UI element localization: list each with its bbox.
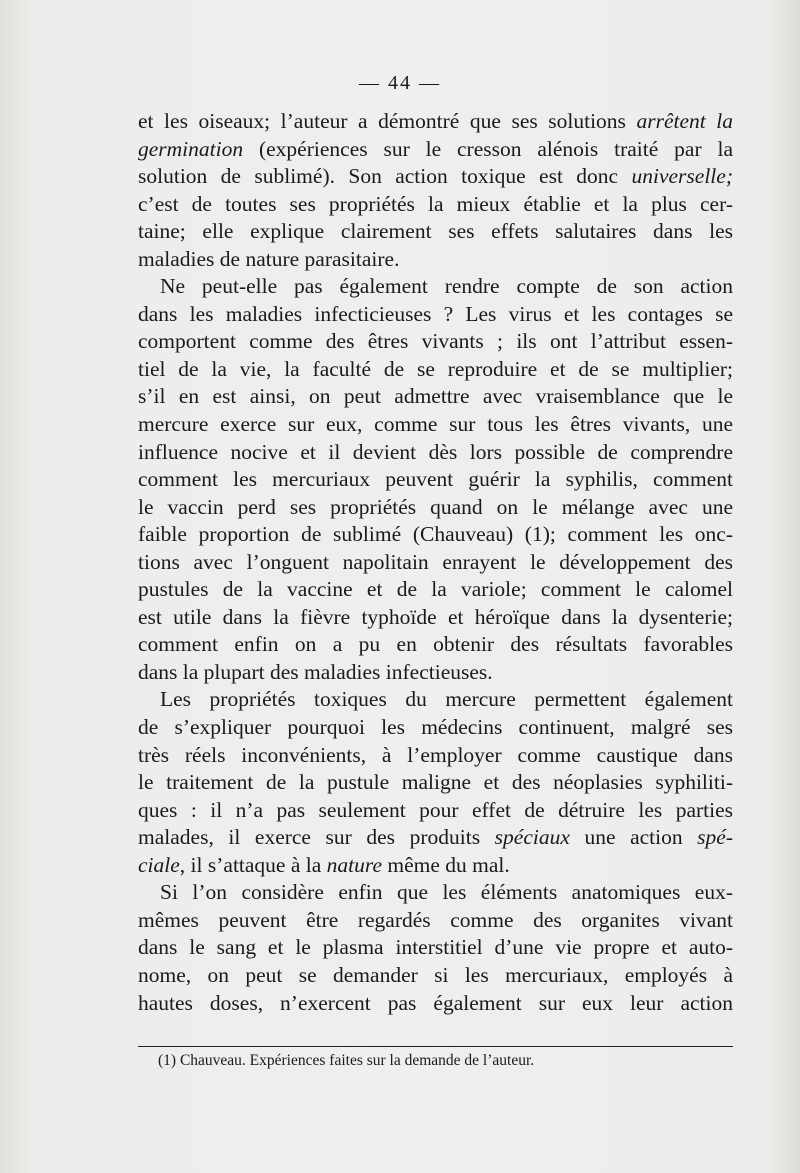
text-segment: pustules de la vaccine et de la variole; comment le calomel <box>138 577 733 602</box>
text-line <box>138 903 733 931</box>
text-line <box>138 379 733 407</box>
text-segment: dans la plupart des maladies infectieuses. <box>138 659 493 684</box>
text-line <box>138 572 733 600</box>
text-line <box>138 545 733 573</box>
text-segment: comment enfin on a pu en obtenir des résultats favorables <box>138 632 733 657</box>
text-line <box>138 517 733 545</box>
text-segment: nome, on peut se demander si les mercuriaux, employés à <box>138 962 733 987</box>
text-segment: et les oiseaux; l’auteur a démontré que ses solutions <box>138 109 637 133</box>
text-line <box>138 930 733 958</box>
text-segment: taine; elle explique clairement ses effets salutaires dans les <box>138 219 733 244</box>
text-line <box>138 793 733 821</box>
text-line <box>138 214 733 242</box>
text-line <box>138 875 733 903</box>
text-line <box>138 820 733 848</box>
text-line <box>138 132 733 160</box>
text-line <box>138 462 733 490</box>
text-segment: très réels inconvénients, à l’employer comme caustique dans <box>138 742 733 767</box>
text-line <box>138 848 733 876</box>
text-segment: dans le sang et le plasma interstitiel d’une vie propre et auto- <box>138 935 733 960</box>
page-number: — 44 — <box>359 72 441 94</box>
footnote: (1) Chauveau. Expériences faites sur la demande de l’auteur. <box>158 1052 535 1069</box>
text-segment: mercure exerce sur eux, comme sur tous les êtres vivants, une <box>138 412 733 437</box>
text-segment: faible proportion de sublimé (Chauveau) (1); comment les onc- <box>138 522 733 547</box>
italic-text: germination <box>138 136 244 161</box>
text-segment: comment les mercuriaux peuvent guérir la syphilis, comment <box>138 467 733 492</box>
text-line <box>138 490 733 518</box>
text-segment: mêmes peuvent être regardés comme des organites vivant <box>138 907 733 932</box>
text-line <box>138 682 733 710</box>
body-text <box>138 104 733 1013</box>
text-line <box>138 627 733 655</box>
italic-text: spéciaux <box>494 825 570 850</box>
text-segment: Si l’on considère enfin que les éléments anatomiques eux- <box>160 880 733 905</box>
italic-text: nature <box>326 852 382 877</box>
text-segment: comportent comme des êtres vivants ; ils ont l’attribut essen- <box>138 329 733 354</box>
text-segment: s’il en est ainsi, on peut admettre avec vraisemblance que le <box>138 384 733 409</box>
text-line <box>138 655 733 683</box>
text-segment: le traitement de la pustule maligne et des néoplasies syphiliti- <box>138 770 733 795</box>
text-segment: le vaccin perd ses propriétés quand on le mélange avec une <box>138 494 733 519</box>
italic-text: universelle; <box>631 164 733 189</box>
text-line <box>138 269 733 297</box>
text-segment: même du mal. <box>382 852 510 877</box>
text-segment: dans les maladies infecticieuses ? Les virus et les contages se <box>138 301 733 326</box>
text-segment: tiel de la vie, la faculté de se reproduire et de se multiplier; <box>138 356 733 381</box>
text-line <box>138 738 733 766</box>
text-segment: ques : il n’a pas seulement pour effet de détruire les parties <box>138 797 733 822</box>
text-line <box>138 159 733 187</box>
text-line <box>138 407 733 435</box>
text-segment: (expériences sur le cresson alénois traité par la <box>243 136 733 161</box>
text-line <box>138 600 733 628</box>
text-line <box>138 352 733 380</box>
text-segment: hautes doses, n’exercent pas également sur eux leur action <box>138 990 733 1015</box>
text-segment: , il s’attaque à la <box>179 852 327 877</box>
text-segment: Ne peut-elle pas également rendre compte de son action <box>160 274 733 299</box>
text-line <box>138 958 733 986</box>
italic-text: arrêtent la <box>636 109 733 133</box>
italic-text: spé- <box>697 825 733 850</box>
text-segment: une action <box>569 825 698 850</box>
text-segment: Les propriétés toxiques du mercure permettent également <box>160 687 733 712</box>
italic-text: ciale <box>138 852 180 877</box>
footnote-rule <box>138 1046 733 1047</box>
text-line <box>138 242 733 270</box>
text-segment: est utile dans la fièvre typhoïde et héroïque dans la dysenterie; <box>138 604 733 629</box>
text-line <box>138 324 733 352</box>
text-line <box>138 765 733 793</box>
text-segment: c’est de toutes ses propriétés la mieux établie et la plus cer- <box>138 191 733 216</box>
text-segment: maladies de nature parasitaire. <box>138 246 400 271</box>
text-line <box>138 104 733 132</box>
text-line <box>138 435 733 463</box>
text-segment: de s’expliquer pourquoi les médecins continuent, malgré ses <box>138 715 733 740</box>
text-line <box>138 187 733 215</box>
text-segment: tions avec l’onguent napolitain enrayent le développement des <box>138 549 733 574</box>
text-line <box>138 710 733 738</box>
text-segment: influence nocive et il devient dès lors possible de comprendre <box>138 439 733 464</box>
text-segment: solution de sublimé). Son action toxique est donc <box>138 164 632 189</box>
text-segment: malades, il exerce sur des produits <box>138 825 495 850</box>
text-line <box>138 986 733 1014</box>
text-line <box>138 297 733 325</box>
